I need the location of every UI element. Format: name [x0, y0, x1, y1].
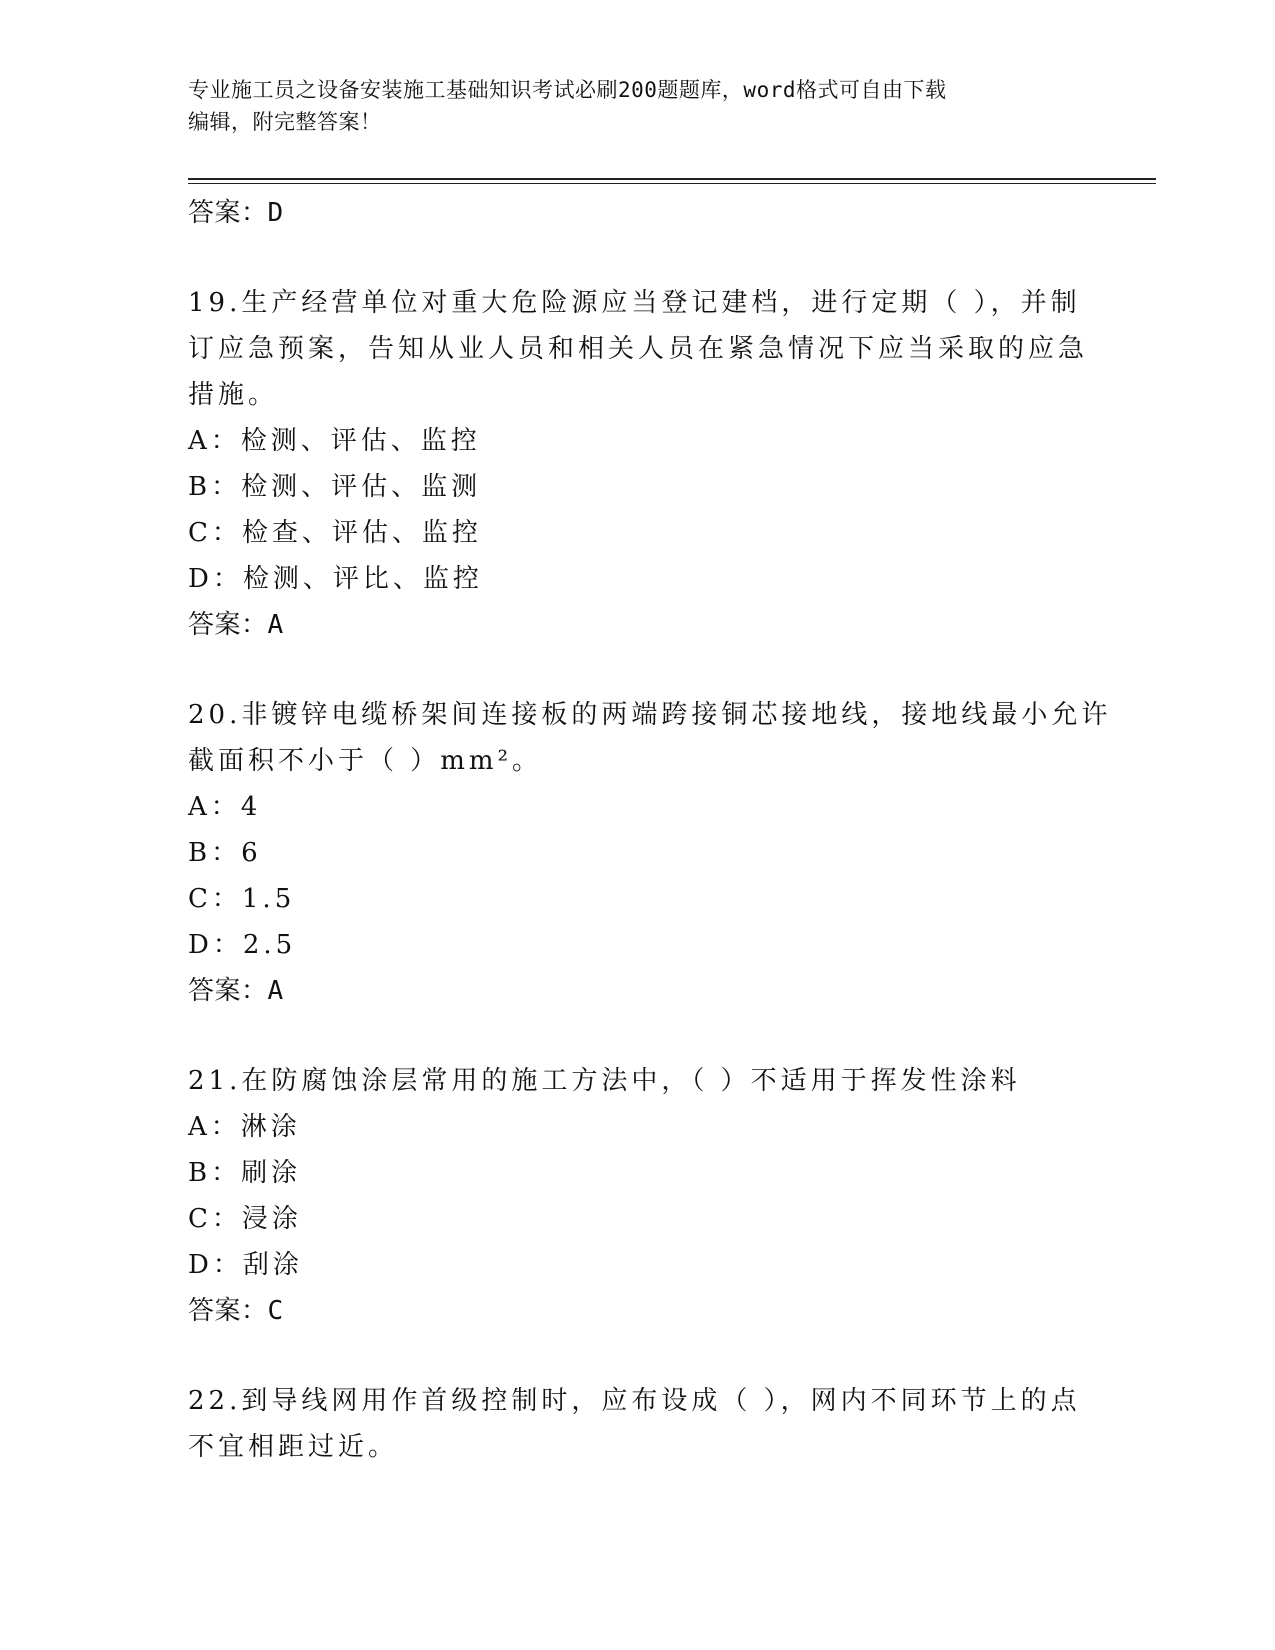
question-text-line: 订应急预案，告知从业人员和相关人员在紧急情况下应当采取的应急	[188, 334, 1089, 364]
option-a: A：检测、评估、监控	[188, 426, 481, 456]
question-text-line: 21.在防腐蚀涂层常用的施工方法中，（ ）不适用于挥发性涂料	[188, 1066, 1021, 1096]
option-a: A：4	[188, 792, 262, 822]
question-text-line: 措施。	[188, 380, 279, 410]
previous-answer: 答案：D	[188, 198, 284, 228]
question-21	[188, 1058, 1088, 1334]
question-22	[188, 1378, 1088, 1470]
spacer	[188, 236, 1088, 280]
option-b: B：6	[188, 838, 262, 868]
option-a: A：淋涂	[188, 1112, 301, 1142]
option-c: C：检查、评估、监控	[188, 518, 482, 548]
answer: 答案：A	[188, 610, 284, 640]
spacer	[188, 1334, 1088, 1378]
question-list	[188, 190, 1112, 1470]
header-rule-thin	[188, 183, 1156, 184]
question-text-line: 20.非镀锌电缆桥架间连接板的两端跨接铜芯接地线，接地线最小允许	[188, 700, 1112, 730]
question-19	[188, 280, 1088, 648]
spacer	[188, 648, 1088, 692]
option-b: B：检测、评估、监测	[188, 472, 482, 502]
answer: 答案：C	[188, 1296, 284, 1326]
document-header	[188, 74, 1088, 138]
question-text-line: 22.到导线网用作首级控制时，应布设成（ ），网内不同环节上的点	[188, 1386, 1081, 1416]
option-c: C：1.5	[188, 884, 296, 914]
option-d: D：2.5	[188, 930, 297, 960]
option-d: D：刮涂	[188, 1250, 303, 1280]
spacer	[188, 1014, 1088, 1058]
question-text-line: 19.生产经营单位对重大危险源应当登记建档，进行定期（ ），并制	[188, 288, 1081, 318]
header-line-2: 编辑，附完整答案！	[188, 110, 382, 134]
option-d: D：检测、评比、监控	[188, 564, 483, 594]
header-rule-thick	[188, 178, 1156, 180]
question-text-line: 不宜相距过近。	[188, 1432, 399, 1462]
option-b: B：刷涂	[188, 1158, 302, 1188]
option-c: C：浸涂	[188, 1204, 302, 1234]
question-text-line: 截面积不小于（ ）mm²。	[188, 746, 542, 776]
question-20	[188, 692, 1112, 1014]
header-line-1: 专业施工员之设备安装施工基础知识考试必刷200题题库，word格式可自由下载	[188, 78, 947, 102]
answer: 答案：A	[188, 976, 284, 1006]
